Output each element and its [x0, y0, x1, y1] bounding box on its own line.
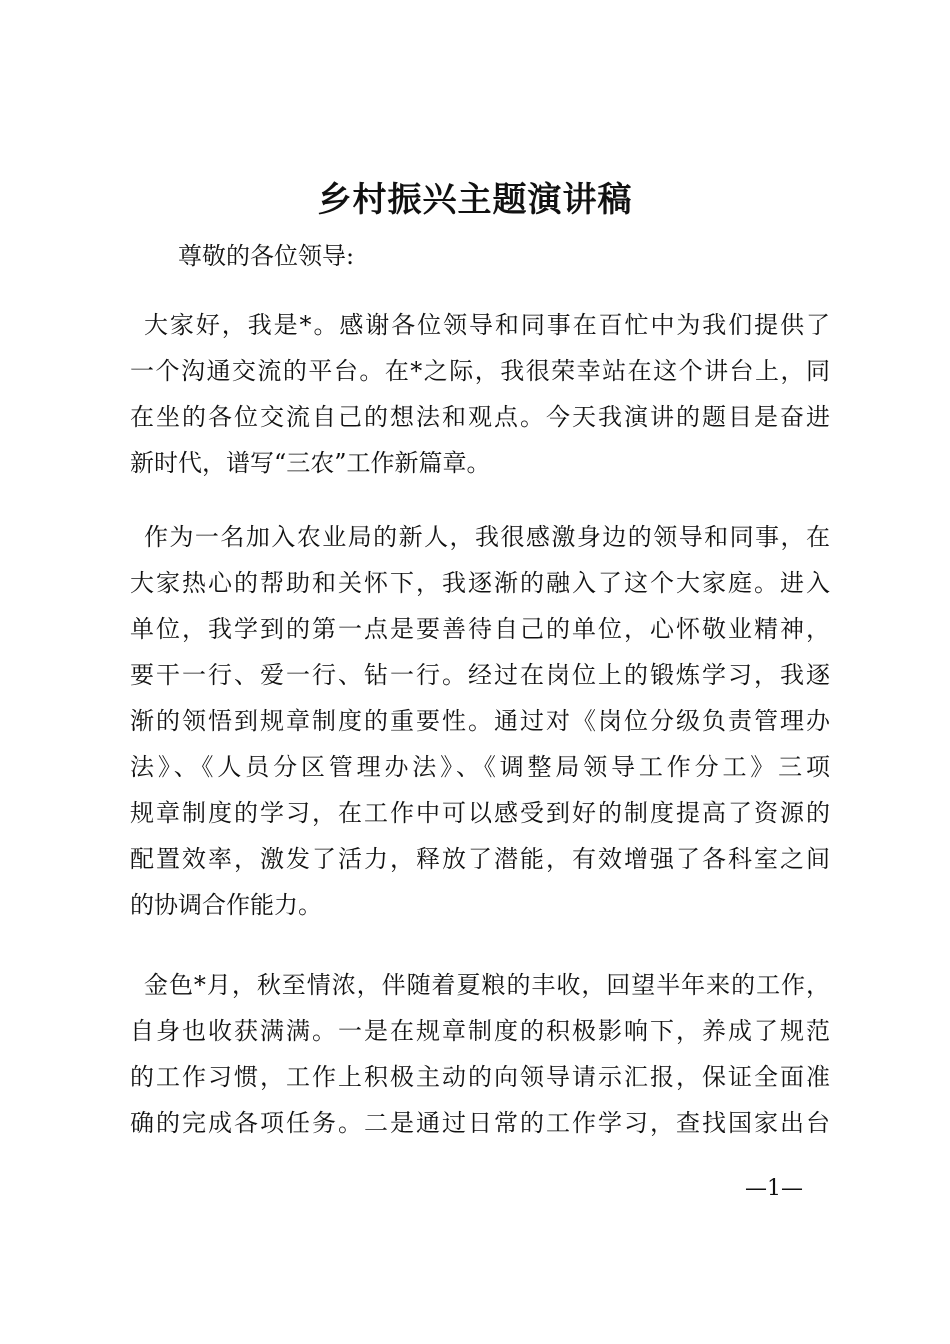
- text-line: 法》、《人员分区管理办法》、《调整局领导工作分工》三项: [130, 753, 830, 781]
- text-line: 规章制度的学习，在工作中可以感受到好的制度提高了资源的: [130, 799, 830, 827]
- text-line: 一个沟通交流的平台。在*之际，我很荣幸站在这个讲台上，同: [130, 357, 830, 385]
- text-line: 单位，我学到的第一点是要善待自己的单位，心怀敬业精神，: [130, 615, 830, 643]
- text-line: 的协调合作能力。: [130, 891, 322, 919]
- salutation: 尊敬的各位领导:: [178, 242, 355, 270]
- text-line: 确的完成各项任务。二是通过日常的工作学习，查找国家出台: [130, 1109, 830, 1137]
- text-line: 金色*月，秋至情浓，伴随着夏粮的丰收，回望半年来的工作，: [144, 971, 830, 999]
- document-title: 乡村振兴主题演讲稿: [317, 180, 633, 220]
- text-line: 渐的领悟到规章制度的重要性。通过对《岗位分级负责管理办: [130, 707, 830, 735]
- text-line: 作为一名加入农业局的新人，我很感激身边的领导和同事，在: [144, 523, 830, 551]
- text-line: 配置效率，激发了活力，释放了潜能，有效增强了各科室之间: [130, 845, 830, 873]
- text-line: 在坐的各位交流自己的想法和观点。今天我演讲的题目是奋进: [130, 403, 830, 431]
- page-number: —1—: [745, 1176, 803, 1201]
- text-line: 的工作习惯，工作上积极主动的向领导请示汇报，保证全面准: [130, 1063, 830, 1091]
- paragraph-2: [130, 514, 830, 928]
- text-line: 要干一行、爱一行、钻一行。经过在岗位上的锻炼学习，我逐: [130, 661, 830, 689]
- text-line: 大家热心的帮助和关怀下，我逐渐的融入了这个大家庭。进入: [130, 569, 830, 597]
- text-line: 新时代，谱写“三农”工作新篇章。: [130, 449, 491, 477]
- paragraph-1: [130, 302, 830, 486]
- text-line: 大家好，我是*。感谢各位领导和同事在百忙中为我们提供了: [144, 311, 830, 339]
- paragraph-3: [130, 962, 830, 1146]
- text-line: 自身也收获满满。一是在规章制度的积极影响下，养成了规范: [130, 1017, 830, 1045]
